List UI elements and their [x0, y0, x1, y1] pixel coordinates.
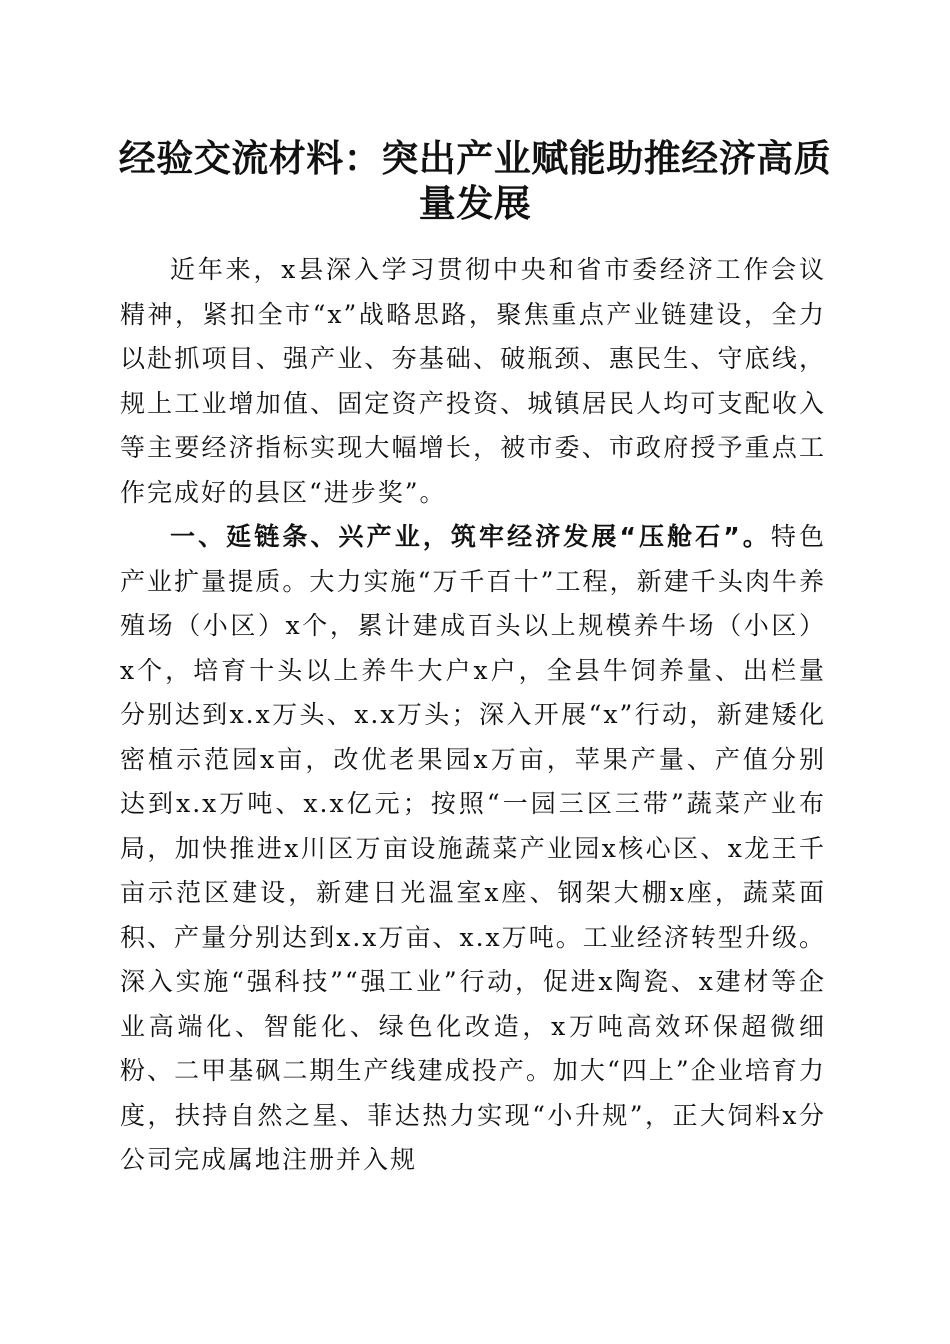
section-one-heading: 一、延链条、兴产业，筑牢经济发展“压舱石”。 [170, 522, 771, 551]
section-one-text: 特色产业扩量提质。大力实施“万千百十”工程，新建千头肉牛养殖场（小区）x个，累计建成百头以上规模养牛场（小区）x个，培育十头以上养牛大户x户，全县牛饲养量、出栏量分别达到x.x万头、x.x万头；深入开展“x”行动，新建矮化密植示范园x亩，改优老果园x万亩，苹果产量、产值分别达到x.x万吨、x.x亿元；按照“一园三区三带”蔬菜产业布局，加快推进x川区万亩设施蔬菜产业园x核心区、x龙王千亩示范区建设，新建日光温室x座、钢架大棚x座，蔬菜面积、产量分别达到x.x万亩、x.x万吨。工业经济转型升级。深入实施“强科技”“强工业”行动，促进x陶瓷、x建材等企业高端化、智能化、绿色化改造，x万吨高效环保超微细粉、二甲基砜二期生产线建成投产。加大“四上”企业培育力度，扶持自然之星、菲达热力实现“小升规”，正大饲料x分公司完成属地注册并入规 [120, 522, 826, 1174]
document-title: 经验交流材料：突出产业赋能助推经济高质量发展 [118, 137, 832, 225]
document-body [120, 248, 826, 1183]
intro-paragraph: 近年来，x县深入学习贯彻中央和省市委经济工作会议精神，紧扣全市“x”战略思路，聚焦重点产业链建设，全力以赴抓项目、强产业、夯基础、破瓶颈、惠民生、守底线，规上工业增加值、固定资产投资、城镇居民人均可支配收入等主要经济指标实现大幅增长，被市委、市政府授予重点工作完成好的县区“进步奖”。 [120, 255, 826, 507]
section-one-paragraph [120, 515, 826, 1183]
